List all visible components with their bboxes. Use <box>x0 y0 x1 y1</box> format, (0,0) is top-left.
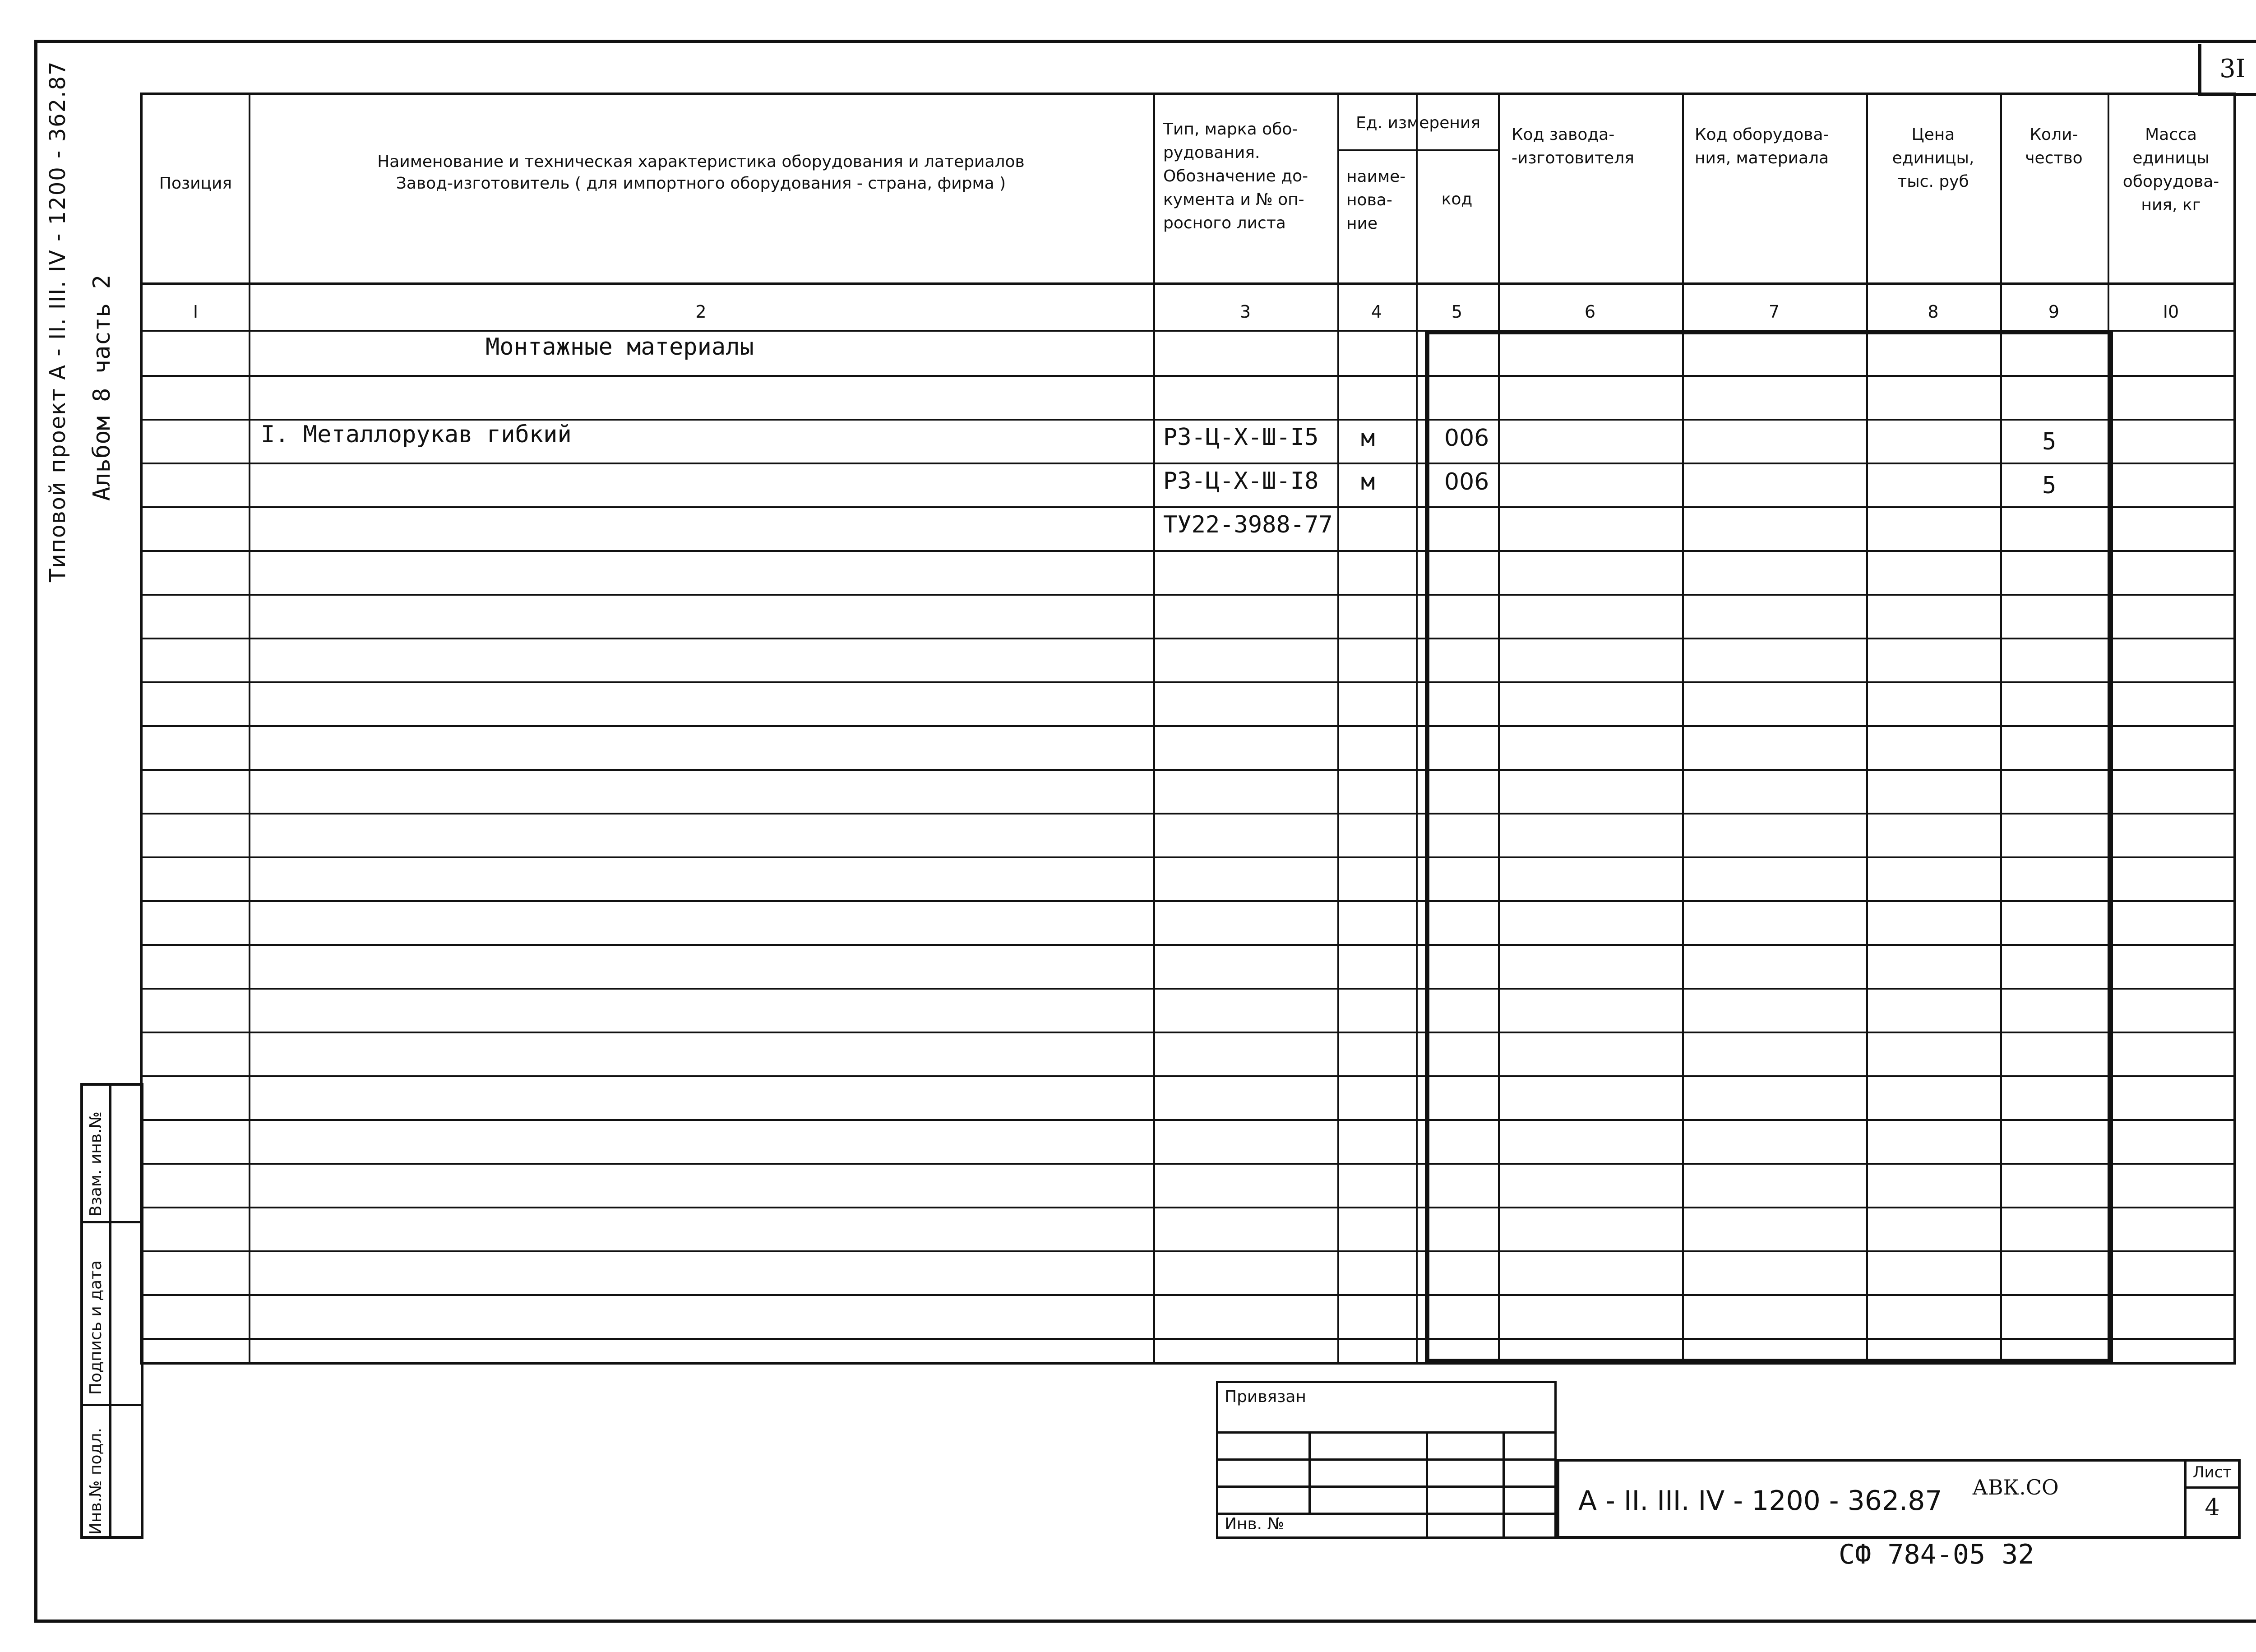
item-1-name: I. Металлорукав гибкий <box>261 421 572 448</box>
col-number-5: 5 <box>1451 302 1463 322</box>
item-2-type: РЗ-Ц-Х-Ш-I8 <box>1163 467 1319 495</box>
sheet-corner-number: 3I <box>2198 44 2256 96</box>
item-1-code: 006 <box>1444 425 1489 452</box>
footer-note: СФ 784-05 32 <box>1839 1539 2034 1570</box>
stamp-signature-date: Подпись и дата <box>87 1260 105 1395</box>
col-number-10: I0 <box>2163 302 2179 322</box>
highlighted-columns-frame <box>1425 330 2113 1363</box>
item-2-code: 006 <box>1444 468 1489 495</box>
item-2-quantity: 5 <box>2042 472 2057 499</box>
privyazan-box <box>1216 1381 1557 1539</box>
header-factory-code: Код завода- -изготовителя <box>1512 125 1634 167</box>
sheet-label: Лист <box>2192 1463 2232 1481</box>
side-project-text: Типовой проект А - II. III. IV - 1200 - 362.87 <box>45 60 70 582</box>
header-units-group: Ед. измерения <box>1356 114 1480 132</box>
header-quantity: Коли- чество <box>2025 125 2083 167</box>
stamp-vzam-inv: Взам. инв.№ <box>87 1111 105 1217</box>
col-number-4: 4 <box>1371 302 1382 322</box>
side-album-text: Альбом 8 часть 2 <box>88 275 116 501</box>
item-1-unit: м <box>1361 425 1375 452</box>
col-number-8: 8 <box>1928 302 1939 322</box>
col-number-2: 2 <box>695 302 707 322</box>
header-equipment-code: Код оборудова- ния, материала <box>1695 125 1829 167</box>
left-stamp-box <box>80 1083 143 1539</box>
header-type: Тип, марка обо- рудования. Обозначение до- кумента и № оп- росного листа <box>1163 120 1308 232</box>
col-number-9: 9 <box>2048 302 2060 322</box>
item-1-quantity: 5 <box>2042 428 2057 455</box>
item-1-type: РЗ-Ц-Х-Ш-I5 <box>1163 424 1319 451</box>
col-number-6: 6 <box>1584 302 1596 322</box>
header-price: Цена единицы, тыс. руб <box>1892 125 1974 191</box>
col-number-1: I <box>193 302 199 322</box>
document-subcode: АВК.СО <box>1972 1475 2059 1499</box>
title-block <box>1557 1459 2241 1539</box>
col-number-7: 7 <box>1768 302 1780 322</box>
header-unit-code: код <box>1441 190 1473 208</box>
header-mass: Масса единицы оборудова- ния, кг <box>2122 125 2219 214</box>
header-name-line2: Завод-изготовитель ( для импортного оборудования - страна, фирма ) <box>396 174 1006 193</box>
header-name-line1: Наименование и техническая характеристика оборудования и латериалов <box>377 153 1025 171</box>
document-code: А - II. III. IV - 1200 - 362.87 <box>1578 1485 1942 1517</box>
inv-number-label: Инв. № <box>1225 1515 1285 1533</box>
col-number-3: 3 <box>1239 302 1251 322</box>
item-2-unit: м <box>1361 468 1375 495</box>
sheet-number: 4 <box>2205 1494 2220 1521</box>
header-unit-name: наиме- нова- ние <box>1346 167 1406 233</box>
specification-table <box>140 93 2236 1365</box>
header-position: Позиция <box>159 174 232 193</box>
item-3-type: ТУ22-3988-77 <box>1163 511 1333 538</box>
section-title: Монтажные материалы <box>485 333 754 361</box>
privyazan-label: Привязан <box>1225 1388 1306 1406</box>
stamp-inv-podl: Инв.№ подл. <box>87 1428 105 1535</box>
